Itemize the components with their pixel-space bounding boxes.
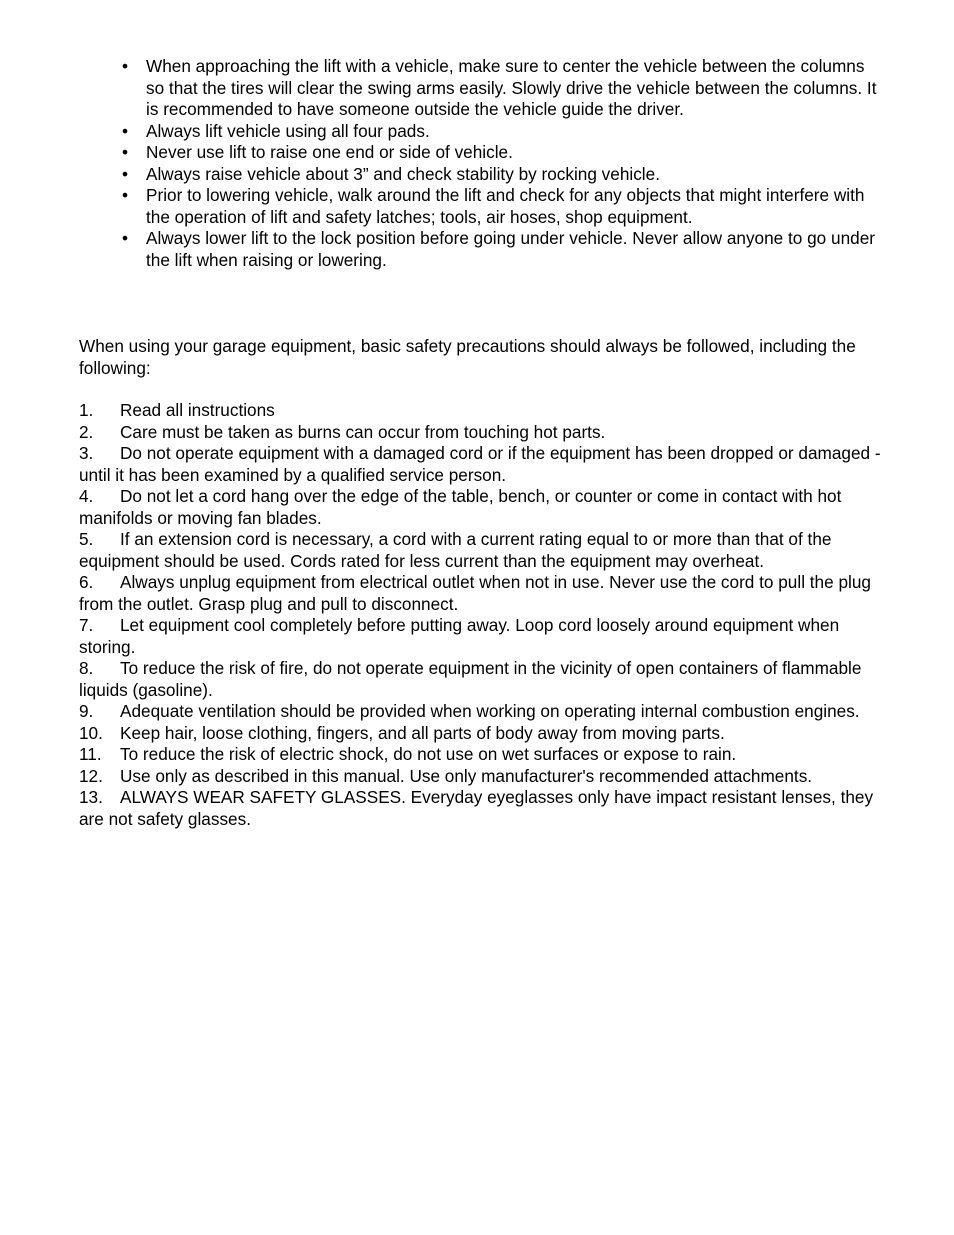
bullet-item — [120, 56, 880, 121]
rule-text: If an extension cord is necessary, a cord with a current rating equal to or more than that of the equipment should be used. Cords rated for less current than the equipment may overheat. — [79, 529, 832, 571]
rule-text: Do not let a cord hang over the edge of the table, bench, or counter or come in contact with hot manifolds or moving fan blades. — [79, 486, 842, 528]
rule-number: 7. — [79, 615, 94, 635]
lift-safety-bullet-list — [120, 56, 880, 271]
bullet-glyph: • — [122, 142, 129, 162]
rule-text: To reduce the risk of fire, do not operate equipment in the vicinity of open containers of flammable liquids (gasoline). — [79, 658, 862, 700]
rule-text: Care must be taken as burns can occur from touching hot parts. — [120, 421, 606, 442]
rule-item — [79, 723, 884, 745]
rule-item — [79, 744, 884, 766]
rule-item — [79, 400, 884, 422]
rule-item — [79, 701, 884, 723]
bullet-text: Always lift vehicle using all four pads. — [146, 120, 430, 141]
rule-text: Adequate ventilation should be provided when working on operating internal combustion engines. — [120, 701, 860, 721]
rule-text: ALWAYS WEAR SAFETY GLASSES. Everyday eyeglasses only have impact resistant lenses, they are not safety glasses. — [79, 787, 874, 829]
rule-text: Use only as described in this manual. Use only manufacturer's recommended attachments. — [120, 765, 813, 786]
bullet-glyph: • — [122, 120, 129, 141]
bullet-text: Always lower lift to the lock position before going under vehicle. Never allow anyone to go under the lift when raising or lowering. — [146, 228, 875, 270]
bullet-text: Always raise vehicle about 3” and check stability by rocking vehicle. — [146, 163, 660, 184]
rule-number: 4. — [79, 486, 94, 506]
bullet-glyph: • — [122, 185, 129, 205]
bullet-item — [120, 142, 880, 164]
safety-intro-paragraph: When using your garage equipment, basic safety precautions should always be followed, including the following: — [79, 336, 856, 378]
rule-number: 13. — [79, 787, 103, 807]
rule-number: 2. — [79, 421, 94, 442]
rule-number: 12. — [79, 765, 103, 786]
rule-text: Do not operate equipment with a damaged cord or if the equipment has been dropped or damaged - until it has been examined by a qualified service person. — [79, 443, 881, 485]
rule-number: 9. — [79, 701, 94, 721]
rule-item — [79, 443, 884, 486]
bullet-glyph: • — [122, 56, 129, 76]
rule-text: Let equipment cool completely before putting away. Loop cord loosely around equipment when storing. — [79, 615, 840, 657]
rule-number: 1. — [79, 400, 94, 420]
rule-text: To reduce the risk of electric shock, do not use on wet surfaces or expose to rain. — [120, 744, 737, 764]
bullet-glyph: • — [122, 228, 129, 248]
rule-item — [79, 529, 884, 572]
rule-item — [79, 615, 884, 658]
rule-text: Keep hair, loose clothing, fingers, and all parts of body away from moving parts. — [120, 722, 725, 743]
rule-item — [79, 766, 884, 788]
rule-text: Always unplug equipment from electrical outlet when not in use. Never use the cord to pull the plug from the outlet. Grasp plug and pull to disconnect. — [79, 572, 871, 614]
bullet-text: When approaching the lift with a vehicle, make sure to center the vehicle between the columns so that the tires will clear the swing arms easily. Slowly drive the vehicle between the columns. It is recommended to have someone outside the vehicle guide the driver. — [146, 56, 877, 119]
bullet-item — [120, 228, 880, 271]
rule-number: 11. — [79, 744, 102, 764]
bullet-text: Never use lift to raise one end or side of vehicle. — [146, 142, 513, 162]
bullet-item — [120, 164, 880, 186]
bullet-item — [120, 121, 880, 143]
safety-rules-list — [79, 400, 884, 830]
rule-number: 8. — [79, 658, 94, 678]
rule-number: 6. — [79, 572, 94, 592]
rule-number: 10. — [79, 722, 103, 743]
rule-number: 3. — [79, 443, 94, 463]
rule-item — [79, 787, 884, 830]
rule-item — [79, 572, 884, 615]
rule-item — [79, 422, 884, 444]
rule-item — [79, 658, 884, 701]
rule-text: Read all instructions — [120, 400, 275, 420]
bullet-text: Prior to lowering vehicle, walk around the lift and check for any objects that might interfere with the operation of lift and safety latches; tools, air hoses, shop equipment. — [146, 185, 865, 227]
bullet-glyph: • — [122, 163, 129, 184]
rule-item — [79, 486, 884, 529]
bullet-item — [120, 185, 880, 228]
rule-number: 5. — [79, 529, 94, 549]
